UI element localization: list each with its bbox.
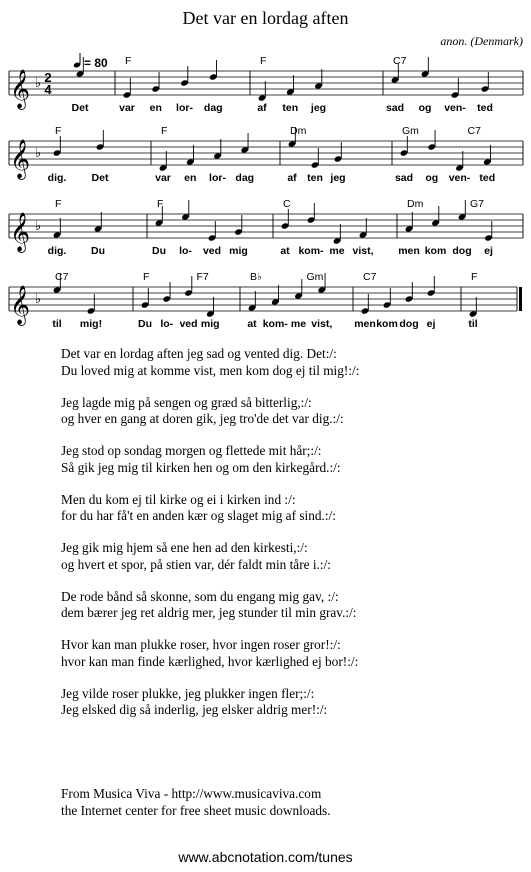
source-line-1: From Musica Viva - http://www.musicaviva.com bbox=[61, 786, 322, 801]
final-bar-line bbox=[519, 287, 522, 311]
treble-clef-icon: 𝄞 bbox=[10, 213, 31, 251]
staff-system bbox=[9, 271, 522, 330]
lyric-syllable: ej bbox=[426, 318, 436, 330]
lyric-syllable: og bbox=[418, 102, 432, 114]
lyric-syllable: en bbox=[184, 172, 197, 184]
lyric-syllable: ven- bbox=[444, 102, 466, 114]
chord-symbol: C7 bbox=[363, 271, 377, 283]
verse-1 bbox=[61, 346, 359, 379]
site-url: www.abcnotation.com/tunes bbox=[178, 849, 353, 865]
verse-7 bbox=[61, 637, 359, 670]
lyric-syllable: sad bbox=[385, 102, 405, 114]
flat-sign-icon: ♭ bbox=[35, 145, 42, 160]
chord-symbol: C bbox=[283, 198, 291, 210]
chord-symbol: Dm bbox=[407, 198, 424, 210]
lyric-syllable: lor- bbox=[176, 102, 193, 114]
staff-system bbox=[9, 53, 523, 114]
verse-line: Jeg elsked dig så inderlig, jeg elsker aldrig mer!:/: bbox=[61, 702, 328, 717]
lyric-syllable: Du bbox=[91, 245, 105, 257]
flat-sign-icon: ♭ bbox=[35, 75, 42, 90]
treble-clef-icon: 𝄞 bbox=[10, 286, 31, 324]
lyric-syllable: til bbox=[52, 318, 62, 330]
lyric-syllable: at bbox=[280, 245, 290, 257]
lyric-syllable: mig bbox=[229, 245, 248, 257]
verse-3 bbox=[61, 443, 359, 476]
flat-sign-icon: ♭ bbox=[35, 291, 42, 306]
chord-symbol: C7 bbox=[467, 125, 481, 137]
verse-5 bbox=[61, 540, 359, 573]
lyric-syllable: dag bbox=[235, 172, 255, 184]
lyric-syllable: ved bbox=[179, 318, 198, 330]
lyric-syllable: jeg bbox=[310, 102, 327, 114]
lyric-syllable: af bbox=[287, 172, 297, 184]
verse-4 bbox=[61, 492, 359, 525]
lyric-syllable: dog bbox=[399, 318, 419, 330]
chord-symbol: F bbox=[161, 125, 168, 137]
verse-line: Jeg gik mig hjem så ene hen ad den kirkesti,:/: bbox=[61, 540, 308, 555]
staff-system bbox=[9, 125, 523, 184]
lyric-syllable: mig! bbox=[79, 318, 103, 330]
lyric-syllable: ted bbox=[477, 102, 493, 114]
flat-sign-icon: ♭ bbox=[35, 218, 42, 233]
chord-symbol: F bbox=[157, 198, 164, 210]
chord-symbol: G7 bbox=[470, 198, 485, 210]
chord-symbol: F bbox=[471, 271, 478, 283]
lyric-syllable: lor- bbox=[209, 172, 226, 184]
verse-line: for du har få't en anden kær og slaget mig af sind.:/: bbox=[61, 508, 336, 523]
lyric-syllable: mig bbox=[200, 318, 220, 330]
staff-system bbox=[9, 198, 523, 257]
verse-line: Jeg vilde roser plukke, jeg plukker ingen fler;:/: bbox=[61, 685, 315, 701]
chord-symbol: Gm bbox=[402, 125, 419, 137]
lyric-syllable: ten bbox=[282, 102, 299, 114]
verse-6 bbox=[61, 589, 359, 622]
verse-8 bbox=[61, 686, 359, 719]
song-title: Det var en lordag aften bbox=[182, 8, 349, 28]
lyric-syllable: vist, bbox=[352, 245, 374, 257]
tempo-mark: = 80 bbox=[84, 56, 108, 70]
lyric-syllable: ved bbox=[202, 245, 222, 257]
verses-block bbox=[61, 346, 359, 734]
verse-line: Det var en lordag aften jeg sad og vented dig. Det:/: bbox=[61, 346, 337, 361]
verse-line: Du loved mig at komme vist, men kom dog ej til mig!:/: bbox=[61, 362, 360, 378]
lyric-syllable: ted bbox=[479, 172, 496, 184]
lyric-syllable: dig. bbox=[47, 245, 67, 257]
lyric-syllable: men bbox=[398, 245, 420, 257]
lyric-syllable: me bbox=[290, 318, 307, 330]
lyric-syllable: kom- bbox=[262, 318, 288, 330]
source-line-2: the Internet center for free sheet music downloads. bbox=[61, 802, 331, 818]
lyric-syllable: dog bbox=[452, 245, 472, 257]
source-credit bbox=[61, 786, 331, 819]
lyric-syllable: Det bbox=[91, 172, 109, 184]
lyric-syllable: kom bbox=[424, 245, 447, 257]
lyric-syllable: lo- bbox=[160, 318, 174, 330]
verse-line: De rode bånd så skonne, som du engang mig gav, :/: bbox=[61, 588, 339, 604]
chord-symbol: Dm bbox=[290, 125, 307, 137]
chord-symbol: Gm bbox=[306, 271, 324, 283]
composer-credit: anon. (Denmark) bbox=[440, 34, 523, 48]
treble-clef-icon: 𝄞 bbox=[10, 70, 31, 108]
lyric-syllable: me bbox=[329, 245, 345, 257]
lyric-syllable: var bbox=[119, 102, 135, 114]
lyric-syllable: jeg bbox=[330, 172, 346, 184]
verse-line: og hvert et spor, på stien var, dér faldt min tåre i.:/: bbox=[61, 556, 331, 572]
lyric-syllable: til bbox=[468, 318, 478, 330]
chord-symbol: C7 bbox=[55, 271, 69, 283]
verse-line: hvor kan man finde kærlighed, hvor kærlighed ej bor!:/: bbox=[61, 653, 359, 669]
chord-symbol: F bbox=[125, 55, 132, 67]
time-signature-top: 2 bbox=[44, 70, 52, 85]
verse-line: og hver en gang at doren gik, jeg tro'de det var dig.:/: bbox=[61, 411, 344, 426]
lyric-syllable: kom bbox=[376, 318, 398, 330]
verse-line: Men du kom ej til kirke og ei i kirken ind :/: bbox=[61, 491, 296, 507]
lyric-syllable: kom- bbox=[298, 245, 324, 257]
lyric-syllable: vist, bbox=[311, 318, 333, 330]
lyric-syllable: en bbox=[149, 102, 162, 114]
verse-line: Jeg lagde mig på sengen og græd så bitterlig,:/: bbox=[61, 394, 312, 410]
verse-line: Så gik jeg mig til kirken hen og om den kirkegård.:/: bbox=[61, 459, 341, 475]
lyric-syllable: og bbox=[425, 172, 439, 184]
lyric-syllable: dag bbox=[203, 102, 223, 114]
chord-symbol: F bbox=[55, 198, 62, 210]
lyric-syllable: Du bbox=[138, 318, 152, 330]
chord-symbol: F bbox=[143, 271, 150, 283]
treble-clef-icon: 𝄞 bbox=[10, 140, 31, 178]
lyric-syllable: ten bbox=[307, 172, 323, 184]
lyric-syllable: sad bbox=[394, 172, 414, 184]
verse-line: dem bærer jeg ret aldrig mer, jeg stunder til min grav.:/: bbox=[61, 605, 357, 620]
lyric-syllable: af bbox=[257, 102, 267, 114]
lyric-syllable: lo- bbox=[179, 245, 192, 257]
lyric-syllable: var bbox=[155, 172, 171, 184]
lyric-syllable: men bbox=[354, 318, 376, 330]
lyric-syllable: dig. bbox=[47, 172, 67, 184]
lyric-syllable: Du bbox=[152, 245, 166, 257]
chord-symbol: F7 bbox=[196, 271, 209, 283]
time-signature-bottom: 4 bbox=[44, 82, 52, 97]
verse-line: Jeg stod op sondag morgen og flettede mit hår;:/: bbox=[61, 443, 322, 458]
chord-symbol: F bbox=[260, 55, 267, 67]
verse-line: Hvor kan man plukke roser, hvor ingen roser gror!:/: bbox=[61, 637, 341, 652]
chord-symbol: C7 bbox=[393, 55, 407, 67]
chord-symbol: B♭ bbox=[250, 271, 262, 283]
verse-2 bbox=[61, 395, 359, 428]
lyric-syllable: ven- bbox=[448, 172, 471, 184]
lyric-syllable: at bbox=[247, 318, 257, 330]
music-score bbox=[0, 0, 531, 340]
lyric-syllable: Det bbox=[71, 102, 89, 114]
chord-symbol: F bbox=[55, 125, 62, 137]
lyric-syllable: ej bbox=[484, 245, 493, 257]
